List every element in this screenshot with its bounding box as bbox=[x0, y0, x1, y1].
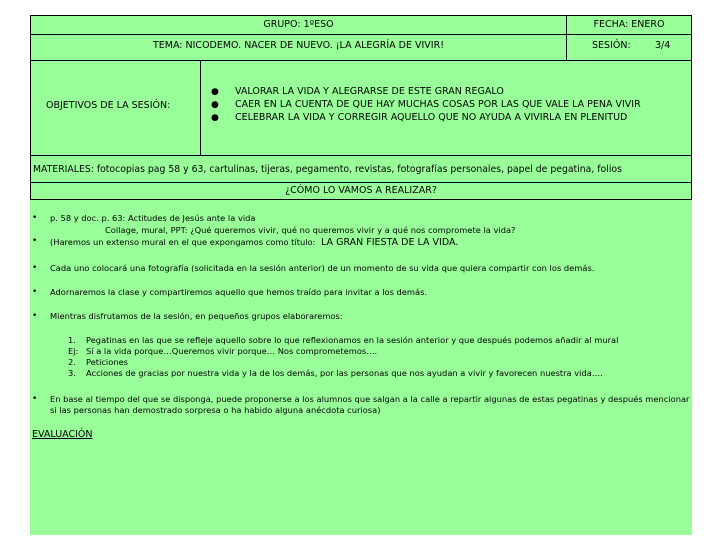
objetivo-item: CELEBRAR LA VIDA Y CORREGIR AQUELLO QUE NO AYUDA A VIVIRLA EN PLENITUD bbox=[235, 112, 628, 123]
activity-bullet-icon: • bbox=[32, 263, 38, 273]
objetivo-bullet-icon: ● bbox=[211, 87, 219, 97]
sublist-marker: 1. bbox=[68, 335, 76, 345]
activity-bullet-icon: • bbox=[32, 287, 38, 297]
activity-2: Cada uno colocará una fotografía (solicitada en la sesión anterior) de un momento de su vida que quiera compartir con los demás. bbox=[50, 263, 595, 273]
sublist-marker: 2. bbox=[68, 357, 76, 367]
materiales-text: MATERIALES: fotocopias pag 58 y 63, cartulinas, tijeras, pegamento, revistas, fotografías personales, papel de pegatina, folios bbox=[33, 164, 622, 175]
activity-1-line-2: Collage, mural, PPT: ¿Qué queremos vivir, qué no queremos vivir y a qué nos compromete la vida? bbox=[105, 225, 516, 235]
sesion-value: 3/4 bbox=[655, 40, 671, 51]
activity-1-line-3-text: (Haremos un extenso mural en el que expongamos como título: bbox=[50, 237, 316, 247]
activity-1-line-3 bbox=[50, 237, 458, 249]
activity-5: En base al tiempo del que se disponga, puede proponerse a los alumnos que salgan a la calle a repartir algunas de estas pegatinas y después mencionar si las personas han demostrado sorpresa o ha habido alguna anécdota curiosa) bbox=[50, 394, 690, 415]
evaluacion-heading: EVALUACIÓN bbox=[32, 429, 93, 440]
activity-bullet-icon: • bbox=[32, 311, 38, 321]
sublist-marker: Ej: bbox=[68, 346, 79, 356]
como-title: ¿CÓMO LO VAMOS A REALIZAR? bbox=[285, 185, 437, 196]
sesion-label: SESIÓN: bbox=[592, 40, 631, 51]
sublist-item: Sí a la vida porque…Queremos vivir porque… Nos comprometemos…. bbox=[86, 346, 378, 356]
fecha-text: FECHA: ENERO bbox=[593, 19, 665, 30]
activity-4: Mientras disfrutamos de la sesión, en pequeños grupos elaboraremos: bbox=[50, 311, 343, 321]
activity-bullet-icon: • bbox=[32, 213, 38, 223]
grupo-text: GRUPO: 1ºESO bbox=[263, 19, 334, 30]
objetivo-bullet-icon: ● bbox=[211, 113, 219, 123]
sublist-item: Pegatinas en las que se refleje aquello sobre lo que reflexionamos en la sesión anterior y que después podemos añadir al mural bbox=[86, 335, 619, 345]
tema-text: TEMA: NICODEMO. NACER DE NUEVO. ¡LA ALEGRÍA DE VIVIR! bbox=[152, 40, 445, 51]
sublist-item: Acciones de gracias por nuestra vida y la de los demás, por las personas que nos ayudan a vivir y favorecen nuestra vida…. bbox=[86, 368, 603, 378]
activity-1-line-1: p. 58 y doc. p. 63: Actitudes de Jesús ante la vida bbox=[50, 213, 256, 223]
activity-bullet-icon: • bbox=[32, 236, 38, 246]
objetivo-bullet-icon: ● bbox=[211, 100, 219, 110]
sublist-item: Peticiones bbox=[86, 357, 128, 367]
mural-title: LA GRAN FIESTA DE LA VIDA. bbox=[321, 237, 459, 248]
objetivo-item: VALORAR LA VIDA Y ALEGRARSE DE ESTE GRAN REGALO bbox=[235, 86, 504, 97]
objetivos-label: OBJETIVOS DE LA SESIÓN: bbox=[46, 100, 171, 111]
activity-3: Adornaremos la clase y compartiremos aquello que hemos traído para invitar a los demás. bbox=[50, 287, 428, 297]
sublist-marker: 3. bbox=[68, 368, 76, 378]
activity-bullet-icon: • bbox=[32, 394, 38, 404]
session-sheet bbox=[30, 15, 692, 535]
objetivo-item: CAER EN LA CUENTA DE QUE HAY MUCHAS COSAS POR LAS QUE VALE LA PENA VIVIR bbox=[235, 99, 641, 110]
